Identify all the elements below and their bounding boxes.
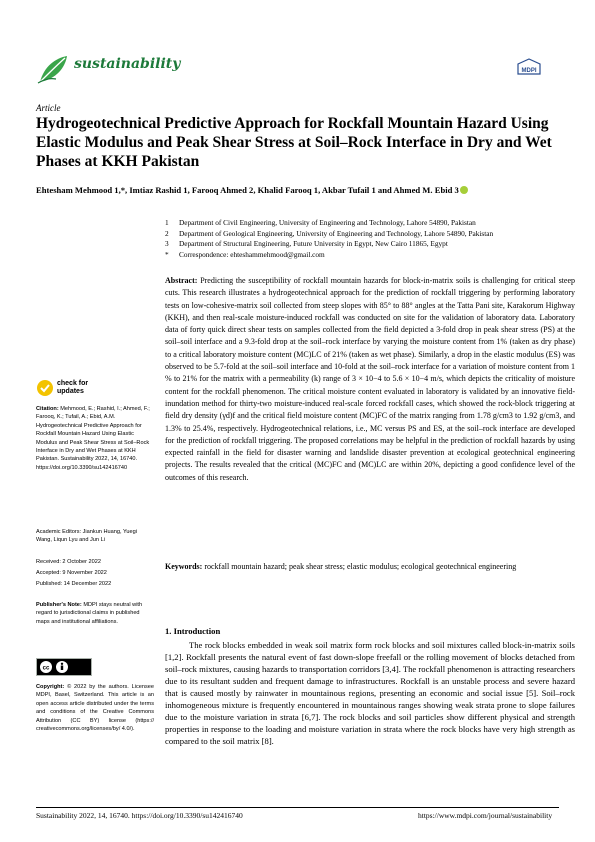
keywords-label: Keywords:	[165, 562, 203, 571]
copyright-label: Copyright:	[36, 684, 65, 690]
cc-by-license-icon[interactable]	[36, 658, 92, 676]
author-names: Ehtesham Mehmood 1,*, Imtiaz Rashid 1, Farooq Ahmed 2, Khalid Farooq 1, Akbar Tufail 1 and Ahmed M. Ebid 3	[36, 185, 459, 195]
footer-divider	[36, 807, 559, 808]
affiliation-text: Department of Civil Engineering, University of Engineering and Technology, Lahore 54890, Pakistan	[179, 218, 476, 227]
footer-citation: Sustainability 2022, 14, 16740. https://doi.org/10.3390/su142416740	[36, 811, 243, 820]
introduction-paragraph: The rock blocks embedded in weak soil matrix form rock blocks and soil mixtures called block-in-matrix soils [1,2]. Rockfall presents the natural event of fast down-slope freefall or the rolling movement of blocks detached from soil–rock mixtures, causing hazards to transportation corridors [3,4]. The rockfall phenomenon is attracting researchers due to its resultant sudden and frequent damage to infrastructures. Rockfall is an unstable process and severe hazard that is caused mostly by rainwater in mountainous regions, presenting an economic and social issue [5]. Soil–rock inhomogeneous mixture is frequently encountered in mountainous ranges showing weak strata prone to slope failures due to the moisture variation in strata [6,7]. The rock blocks and soil particles show different physical and strength properties in response to the loading and moisture variation in strata where the rock blocks have very high strength as compared to the soil matrix [8].	[165, 640, 575, 746]
keywords	[165, 561, 575, 573]
academic-editors: Academic Editors: Jiankun Huang, Yuegi Wang, Liqun Lyu and Jun Li	[36, 529, 137, 544]
affiliation-item	[165, 218, 575, 229]
correspondence-email[interactable]: Correspondence: ehteshammehmood@gmail.com	[179, 249, 325, 259]
copyright-block	[36, 683, 154, 733]
check-updates-line2: updates	[57, 388, 84, 395]
article-type: Article	[36, 103, 61, 113]
affiliation-number: 3	[165, 239, 169, 248]
section-heading: 1. Introduction	[165, 626, 221, 636]
affiliation-text: Department of Geological Engineering, University of Engineering and Technology, Lahore 54890, Pakistan	[179, 228, 494, 238]
mdpi-logo-icon[interactable]	[516, 58, 542, 76]
introduction-body	[165, 639, 575, 747]
abstract	[165, 275, 575, 484]
affiliation-number: 2	[165, 228, 169, 238]
citation-label: Citation:	[36, 406, 59, 412]
affiliation-item	[165, 229, 575, 240]
mdpi-logo-text: MDPI	[521, 68, 537, 74]
publishers-note-label: Publisher's Note:	[36, 602, 82, 608]
affiliation-number: 1	[165, 218, 169, 227]
correspondence	[165, 250, 575, 261]
svg-text:cc: cc	[42, 665, 50, 672]
journal-leaf-logo-icon	[36, 52, 70, 86]
journal-name[interactable]: sustainability	[74, 56, 181, 72]
received-date: Received: 2 October 2022	[36, 559, 101, 565]
affiliation-number: *	[165, 249, 169, 259]
article-title: Hydrogeotechnical Predictive Approach for Rockfall Mountain Hazard Using Elastic Modulus and Peak Shear Stress at Soil–Rock Interface in Dry and Wet Phases at KKH Pakistan	[36, 115, 552, 170]
affiliation-text: Department of Structural Engineering, Future University in Egypt, New Cairo 11865, Egypt	[179, 239, 448, 248]
citation-text: Mehmood, E.; Rashid, I.; Ahmed, F.; Farooq, K.; Tufail, A.; Ebid, A.M. Hydrogeotechnical Predictive Approach for Rockfall Mountain Hazard Using Elastic Modulus and Peak Shear Stress at Soil–Rock Interface in Dry and Wet Phases at KKH Pakistan. Sustainability 2022, 14, 16740. https://doi.org/10.3390/su142416740	[36, 406, 150, 471]
check-updates-icon	[36, 379, 54, 397]
copyright-text: © 2022 by the authors. Licensee MDPI, Basel, Switzerland. This article is an open access article distributed under the terms and conditions of the Creative Commons Attribution (CC BY) license (https:// creativecommons.org/licenses/by/ 4.0/).	[36, 684, 154, 733]
author-list	[36, 185, 576, 195]
published-date: Published: 14 December 2022	[36, 581, 112, 587]
footer-journal-url[interactable]: https://www.mdpi.com/journal/sustainability	[418, 811, 553, 820]
citation-block	[36, 405, 154, 472]
orcid-icon[interactable]	[460, 186, 468, 194]
abstract-label: Abstract:	[165, 276, 198, 285]
publishers-note-text: MDPI stays neutral with regard to jurisdictional claims in published maps and institutional affiliations.	[36, 602, 143, 625]
accepted-date: Accepted: 9 November 2022	[36, 570, 107, 576]
affiliations	[165, 218, 575, 260]
affiliation-item	[165, 239, 575, 250]
abstract-text: Predicting the susceptibility of rockfall mountain hazards for block-in-matrix soils is challenging for critical steep cuts. This research illustrates a hydrogeotechnical approach for the prediction of rockfall triggering by performing laboratory tests on low-cohesive-matrix soil collected from steep slopes with 85° to 88° angles at the Tatta Pani site, Karakorum Highway (KKH), and then real-scale moisture-induced rockfall was conducted on site for the validation of laboratory data. Laboratory data of forty quick direct shear tests on samples collected from the field depicted a 3-fold drop in peak shear stress (PS) at the soil–soil interface and a 9.3-fold drop at the soil–rock interface by varying the moisture content from 1% (taken as dry phase) to a critical laboratory moisture content (MC)LC of 21% (taken as wet phase). Similarly, a drop in the elastic modulus (ES) was observed to be 5.7-fold at the soil–soil interface and 10-fold at the soil–rock interface for a variation of moisture content from 1 % to 21% for the matrix with a permeability (k) range of 3 × 10−4 to 5.6 × 10−4 m/s, which depicts the criticality of moisture content for the rockfall phenomenon. The critical moisture content evaluated in laboratory is validated by an innovative field-inundation method for thirty-two moisture-induced real-scale forced rockfall cases, which showed the rock-block triggering at field dry density (γd)f and the critical field moisture content (MC)FC of the matrix ranging from 1.78 g/cm3 to 1.92 g/cm3, and 1.3% to 25.4%, respectively. Hydrogeotechnical relations, i.e., MC versus PS and ES, at the soil–rock interface are developed for the prediction of rockfall triggering. The proposed correlations may be helpful in the prediction of rockfall hazards by using expected rainfall in the field for disaster warning and landslide disaster prevention at ecological geotechnical engineering projects. The results revealed that the critical (MC)FC and (MC)LC are within 20%, depicting a good confidence level of the outcomes of this research.	[165, 276, 576, 482]
check-for-updates-button[interactable]	[36, 377, 96, 399]
check-updates-line1: check for	[57, 380, 89, 387]
keywords-text: rockfall mountain hazard; peak shear stress; elastic modulus; ecological geotechnical engineering	[204, 562, 517, 571]
publishers-note	[36, 601, 154, 626]
